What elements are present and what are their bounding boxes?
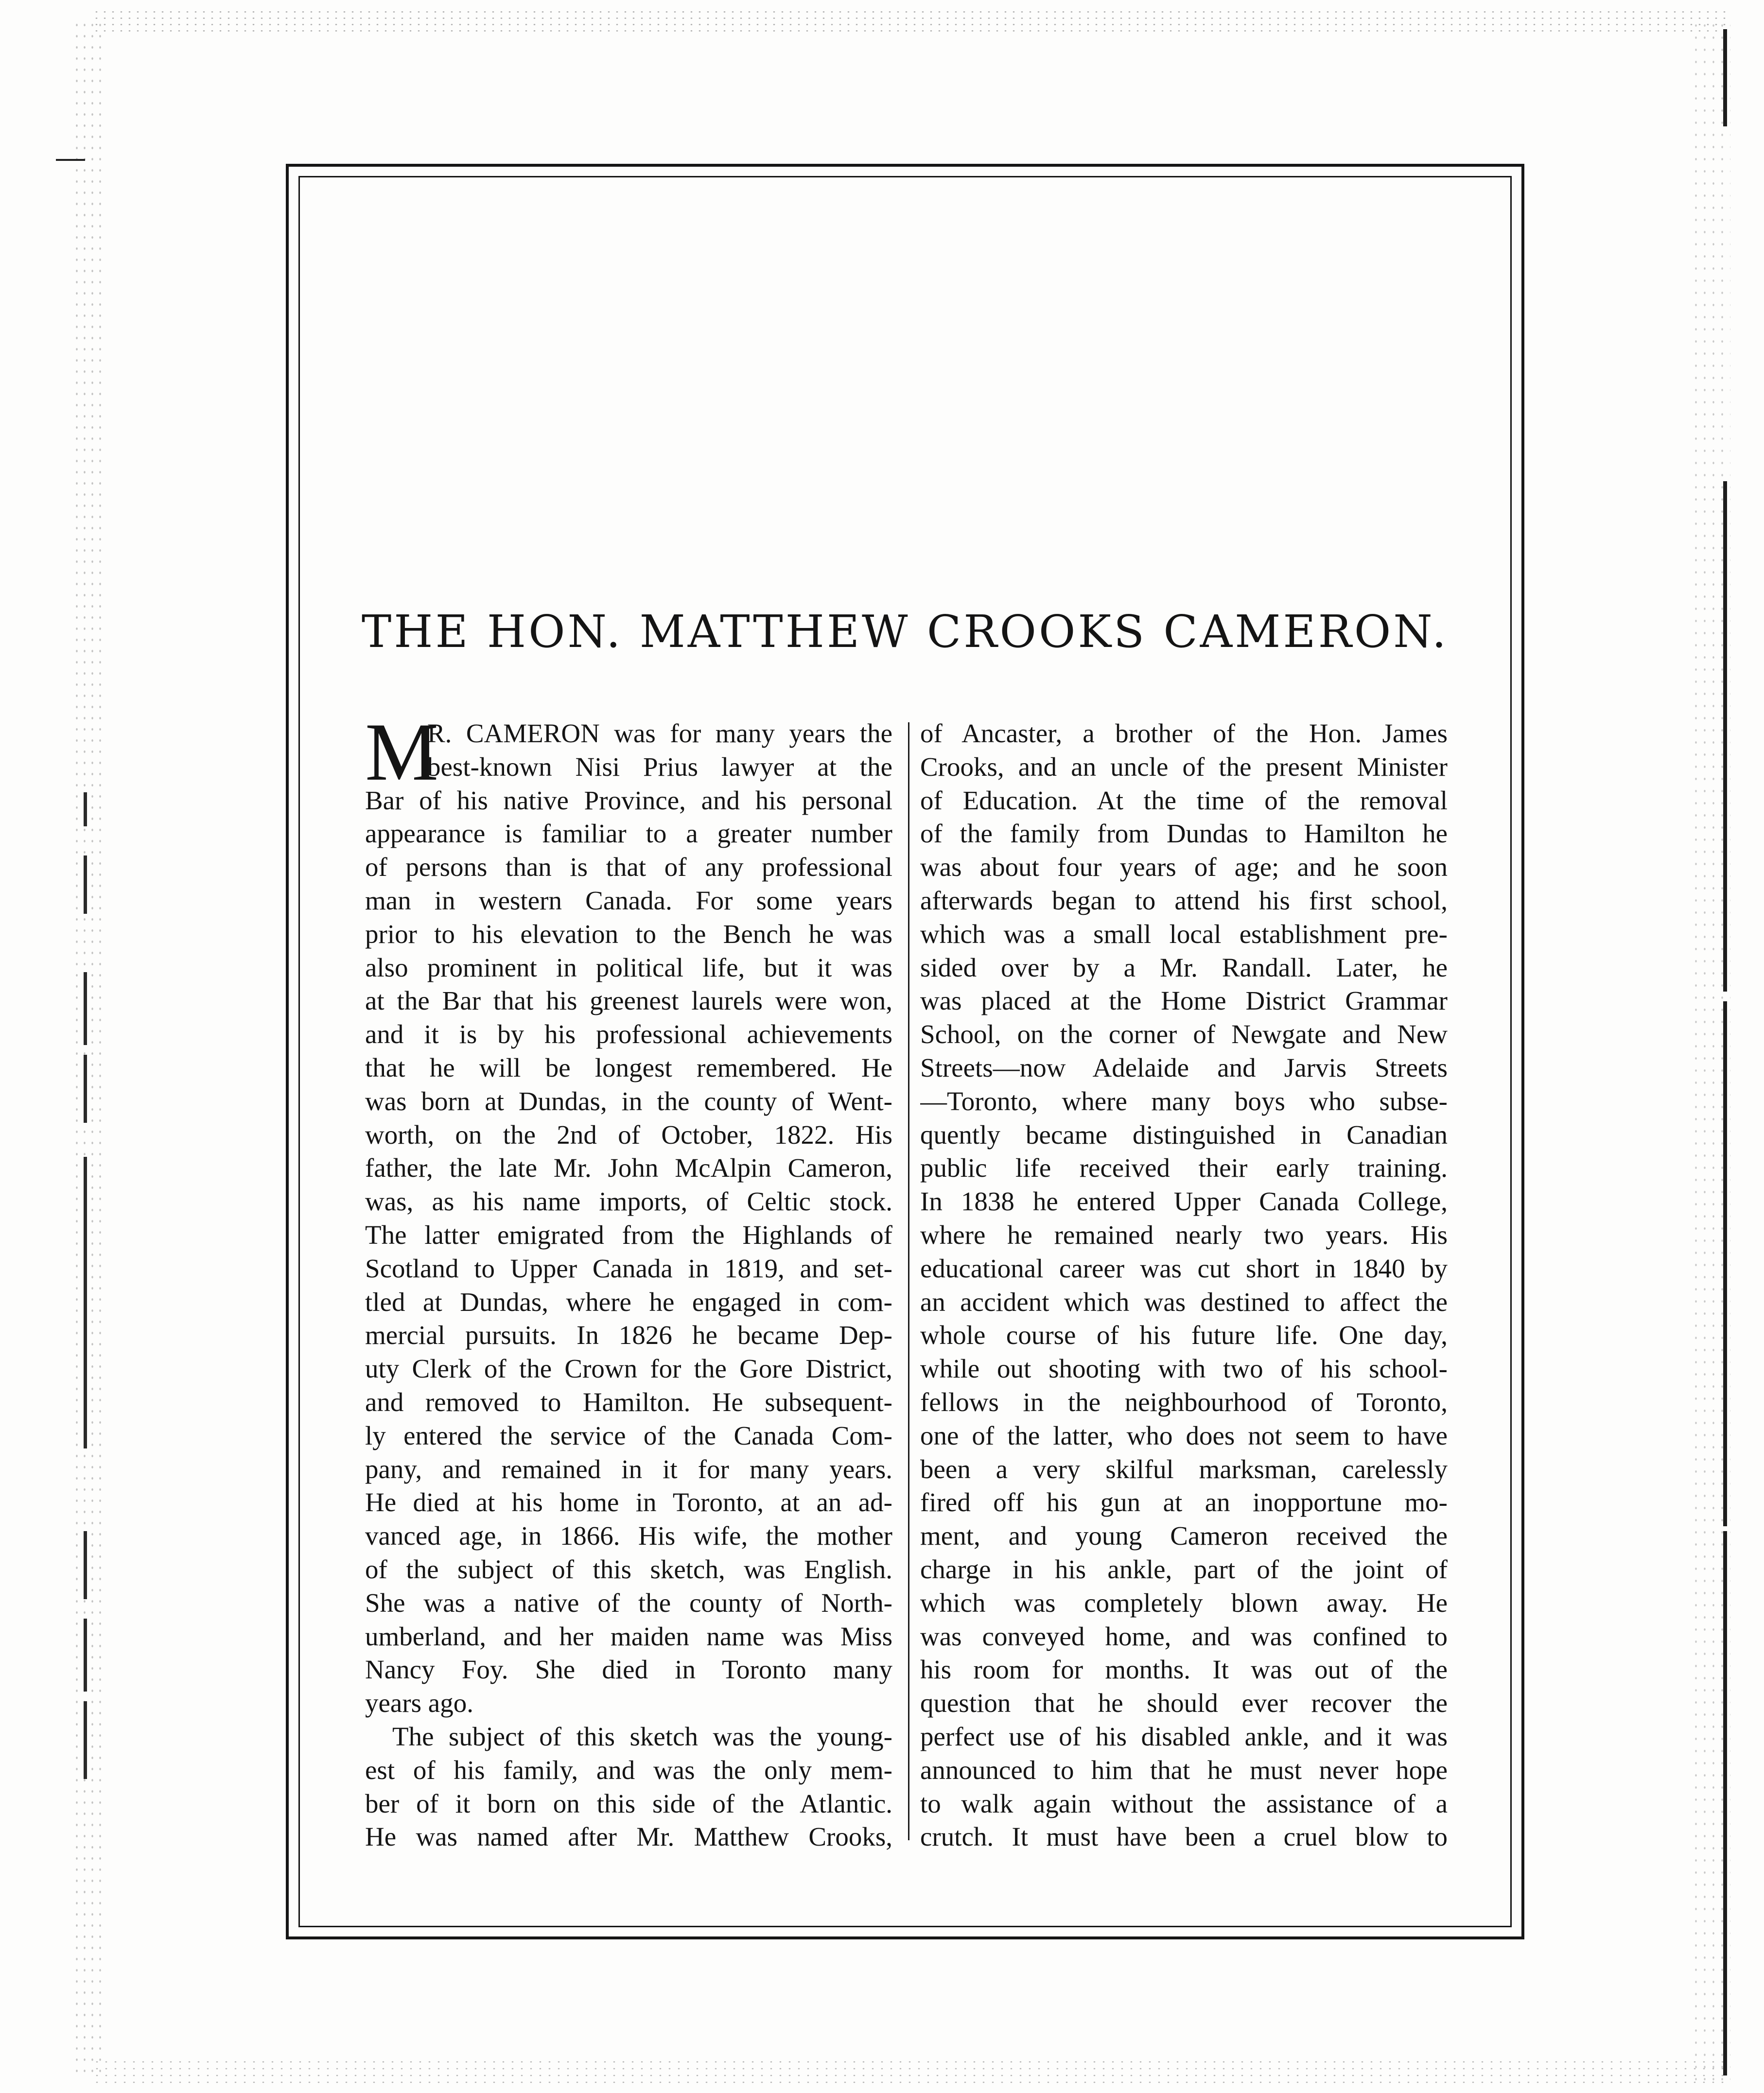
scan-edge-bottom	[92, 2058, 1726, 2088]
text-line: where he remained nearly two years. His	[920, 1220, 1448, 1250]
text-line: and removed to Hamilton. He subsequent-	[365, 1387, 892, 1417]
text-line: at the Bar that his greenest laurels were won,	[365, 986, 892, 1016]
text-line: whole course of his future life. One day,	[920, 1320, 1448, 1350]
text-line: of the subject of this sketch, was English.	[365, 1554, 892, 1584]
text-line: was placed at the Home District Grammar	[920, 986, 1448, 1016]
text-line: while out shooting with two of his school-	[920, 1354, 1448, 1384]
text-line: public life received their early training.	[920, 1153, 1448, 1183]
text-line: an accident which was destined to affect the	[920, 1287, 1448, 1317]
text-line: est of his family, and was the only mem-	[365, 1755, 892, 1785]
scan-edge-top	[92, 9, 1726, 35]
text-line: which was a small local establishment pre-	[920, 919, 1448, 949]
text-line: man in western Canada. For some years	[365, 885, 892, 915]
text-line: umberland, and her maiden name was Miss	[365, 1621, 892, 1651]
binding-mark	[1723, 1531, 1727, 2076]
text-line: vanced age, in 1866. His wife, the mother	[365, 1521, 892, 1551]
binding-mark	[84, 1157, 87, 1448]
text-line: that he will be longest remembered. He	[365, 1052, 892, 1082]
text-line: of Ancaster, a brother of the Hon. James	[920, 718, 1448, 748]
text-line: father, the late Mr. John McAlpin Cameron,	[365, 1153, 892, 1183]
text-line: The latter emigrated from the Highlands of	[365, 1220, 892, 1250]
text-line: He died at his home in Toronto, at an ad-	[365, 1487, 892, 1517]
text-line: Streets—now Adelaide and Jarvis Streets	[920, 1052, 1448, 1082]
binding-mark	[1723, 481, 1727, 992]
binding-mark	[84, 1531, 87, 1599]
binding-mark	[84, 1701, 87, 1779]
text-line: R. CAMERON was for many years the	[427, 718, 892, 748]
binding-mark	[1723, 1001, 1727, 1526]
text-line: mercial pursuits. In 1826 he became Dep-	[365, 1320, 892, 1350]
text-line: worth, on the 2nd of October, 1822. His	[365, 1119, 892, 1150]
text-line: He was named after Mr. Matthew Crooks,	[365, 1822, 892, 1852]
text-line: In 1838 he entered Upper Canada College,	[920, 1186, 1448, 1217]
text-line: educational career was cut short in 1840 by	[920, 1253, 1448, 1283]
text-line: The subject of this sketch was the young-	[392, 1721, 892, 1751]
text-line: ment, and young Cameron received the	[920, 1521, 1448, 1551]
scan-edge-left	[73, 19, 107, 2080]
text-line: of persons than is that of any professional	[365, 852, 892, 882]
text-line: ly entered the service of the Canada Com-	[365, 1420, 892, 1450]
text-line: Bar of his native Province, and his personal	[365, 785, 892, 815]
text-line: Crooks, and an uncle of the present Minister	[920, 751, 1448, 782]
text-line: was, as his name imports, of Celtic stock.	[365, 1186, 892, 1217]
text-line: prior to his elevation to the Bench he was	[365, 919, 892, 949]
binding-mark	[84, 972, 87, 1045]
text-line: fellows in the neighbourhood of Toronto,	[920, 1387, 1448, 1417]
text-line: one of the latter, who does not seem to have	[920, 1420, 1448, 1450]
text-line: best-known Nisi Prius lawyer at the	[427, 751, 892, 782]
text-line: was born at Dundas, in the county of Went-	[365, 1086, 892, 1116]
binding-mark	[1723, 29, 1727, 126]
text-line: announced to him that he must never hope	[920, 1755, 1448, 1785]
left-column	[365, 706, 892, 1854]
text-line: of Education. At the time of the removal	[920, 785, 1448, 815]
text-line: perfect use of his disabled ankle, and it was	[920, 1721, 1448, 1751]
article-title: THE HON. MATTHEW CROOKS CAMERON.	[361, 606, 1449, 658]
binding-mark	[84, 855, 87, 914]
binding-mark	[84, 1055, 87, 1123]
text-line: charge in his ankle, part of the joint of	[920, 1554, 1448, 1584]
text-line: was conveyed home, and was confined to	[920, 1621, 1448, 1651]
text-line: been a very skilful marksman, carelessly	[920, 1454, 1448, 1484]
right-column	[920, 717, 1448, 1854]
text-line: afterwards began to attend his first school,	[920, 885, 1448, 915]
text-line: also prominent in political life, but it was	[365, 952, 892, 982]
text-line: Scotland to Upper Canada in 1819, and set-	[365, 1253, 892, 1283]
binding-mark	[84, 1619, 87, 1692]
text-line: School, on the corner of Newgate and New	[920, 1019, 1448, 1049]
text-line: fired off his gun at an inopportune mo-	[920, 1487, 1448, 1517]
text-line: his room for months. It was out of the	[920, 1655, 1448, 1685]
column-rule	[908, 722, 909, 1840]
text-line: sided over by a Mr. Randall. Later, he	[920, 952, 1448, 982]
text-line: uty Clerk of the Crown for the Gore District,	[365, 1354, 892, 1384]
text-line: tled at Dundas, where he engaged in com-	[365, 1287, 892, 1317]
margin-mark	[56, 159, 85, 161]
text-line: and it is by his professional achievements	[365, 1019, 892, 1049]
text-line: ber of it born on this side of the Atlantic.	[365, 1788, 892, 1818]
text-line: to walk again without the assistance of a	[920, 1788, 1448, 1818]
text-line: which was completely blown away. He	[920, 1587, 1448, 1618]
binding-mark	[84, 792, 87, 826]
text-line: pany, and remained in it for many years.	[365, 1454, 892, 1484]
text-line: She was a native of the county of North-	[365, 1587, 892, 1618]
text-line: of the family from Dundas to Hamilton he	[920, 819, 1448, 849]
text-line: crutch. It must have been a cruel blow to	[920, 1822, 1448, 1852]
text-line: —Toronto, where many boys who subse-	[920, 1086, 1448, 1116]
drop-cap-lines	[365, 706, 892, 798]
text-line: was about four years of age; and he soon	[920, 852, 1448, 882]
text-line: years ago.	[365, 1688, 473, 1718]
text-line: appearance is familiar to a greater number	[365, 819, 892, 849]
drop-cap: M	[365, 706, 439, 798]
text-line: quently became distinguished in Canadian	[920, 1119, 1448, 1150]
text-line: question that he should ever recover the	[920, 1688, 1448, 1718]
text-line: Nancy Foy. She died in Toronto many	[365, 1655, 892, 1685]
